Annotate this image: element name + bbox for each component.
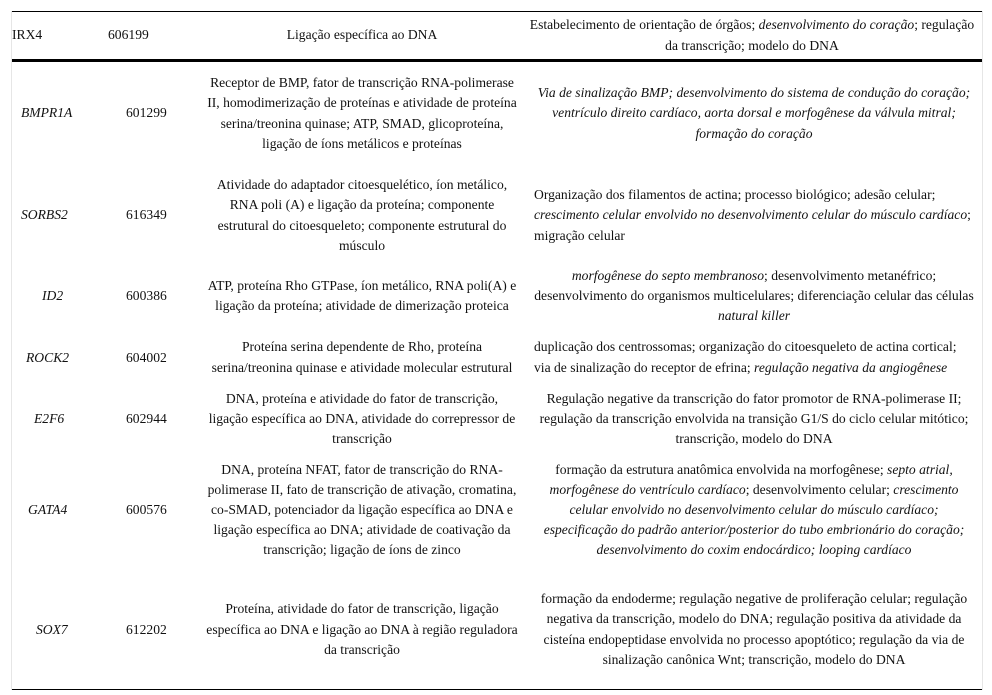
biological-process: morfogênese do septo membranoso; desenvolvimento metanéfrico; desenvolvimento do organismos multicelulares; diferenciação celular das células natural killer xyxy=(534,268,974,324)
biological-process: Via de sinalização BMP; desenvolvimento do sistema de condução do coração; ventrículo direito cardíaco, aorta dorsal e morfogênese da válvula mitral; formação do coração xyxy=(537,85,971,141)
table-row-bmpr1a xyxy=(12,61,982,166)
molecular-function: DNA, proteína NFAT, fator de transcrição do RNA-polimerase II, fato de transcrição de ativação, cromatina, co-SMAD, potenciador da ligação específica ao DNA e ligação específica ao DNA; atividade de coativação da transcrição; ligação de íons de zinco xyxy=(207,461,517,558)
biological-process: Regulação negative da transcrição do fator promotor de RNA-polimerase II; regulação da transcrição envolvida na transição G1/S do ciclo celular mitótico; transcrição, modelo do DNA xyxy=(539,390,969,447)
gene-table-container xyxy=(11,11,983,690)
table-row-sox7 xyxy=(12,571,982,690)
molecular-function: Proteína serina dependente de Rho, proteína serina/treonina quinase e atividade molecular estrutural xyxy=(211,339,513,375)
omim-id: 601299 xyxy=(126,105,167,121)
gene-symbol: IRX4 xyxy=(12,12,108,61)
table-row-e2f6 xyxy=(12,389,982,450)
gene-symbol: BMPR1A xyxy=(21,105,73,121)
gene-symbol: ROCK2 xyxy=(26,349,70,365)
table-row-irx4 xyxy=(12,12,982,61)
molecular-function: Proteína, atividade do fator de transcrição, ligação específica ao DNA e ligação ao DNA à região reguladora da transcrição xyxy=(202,571,522,690)
biological-process: formação da estrutura anatômica envolvida na morfogênese; septo atrial, morfogênese do ventrículo cardíaco; desenvolvimento celular; crescimento celular envolvido no desenvolvimento celular do músculo cardíaco; especificação do padrão anterior/posterior do tubo embrionário do coração; desenvolvimento do coxim endocárdico; looping cardíaco xyxy=(543,461,965,558)
gene-symbol: GATA4 xyxy=(28,502,68,517)
gene-symbol: SORBS2 xyxy=(21,207,68,223)
gene-symbol: E2F6 xyxy=(34,411,65,426)
omim-id: 602944 xyxy=(126,411,167,426)
gene-function-table xyxy=(12,11,982,690)
omim-id: 604002 xyxy=(126,349,167,365)
molecular-function: Atividade do adaptador citoesquelético, íon metálico, RNA poli (A) e ligação da proteína; componente estrutural do citoesqueleto; componente estrutural do músculo xyxy=(216,177,508,253)
biological-process: duplicação dos centrossomas; organização do citoesqueleto de actina cortical; via de sinalização do receptor de efrina; regulação negativa da angiogênese xyxy=(534,339,957,375)
biological-process: Organização dos filamentos de actina; processo biológico; adesão celular; crescimento celular envolvido no desenvolvimento celular do músculo cardíaco; migração celular xyxy=(534,187,971,243)
omim-id: 600386 xyxy=(126,288,167,304)
table-row-id2 xyxy=(12,266,982,327)
omim-id: 616349 xyxy=(126,207,167,223)
table-row-rock2 xyxy=(12,327,982,389)
table-row-gata4 xyxy=(12,450,982,571)
molecular-function: Ligação específica ao DNA xyxy=(202,12,522,61)
biological-process: formação da endoderme; regulação negative de proliferação celular; regulação negativa da transcrição, modelo do DNA; regulação positiva da atividade da cisteína endopeptidase envolvida no processo apoptótico; regulação da via de sinalização canônica Wnt; transcrição, modelo do DNA xyxy=(522,571,982,690)
table-row-sorbs2 xyxy=(12,165,982,266)
molecular-function: Receptor de BMP, fator de transcrição RNA-polimerase II, homodimerização de proteínas e atividade de proteína serina/treonina quinase; ATP, SMAD, glicoproteína, ligação de íons metálicos e proteínas xyxy=(207,75,517,151)
biological-process: Estabelecimento de orientação de órgãos; desenvolvimento do coração; regulação da transcrição; modelo do DNA xyxy=(522,12,982,61)
omim-id: 612202 xyxy=(108,571,202,690)
gene-symbol: ID2 xyxy=(42,288,64,304)
omim-id: 600576 xyxy=(126,502,167,517)
gene-symbol: SOX7 xyxy=(12,571,108,690)
molecular-function: DNA, proteína e atividade do fator de transcrição, ligação específica ao DNA, atividade do correpressor de transcrição xyxy=(208,390,516,447)
molecular-function: ATP, proteína Rho GTPase, íon metálico, RNA poli(A) e ligação da proteína; atividade de dimerização proteica xyxy=(207,278,517,314)
omim-id: 606199 xyxy=(108,12,202,61)
